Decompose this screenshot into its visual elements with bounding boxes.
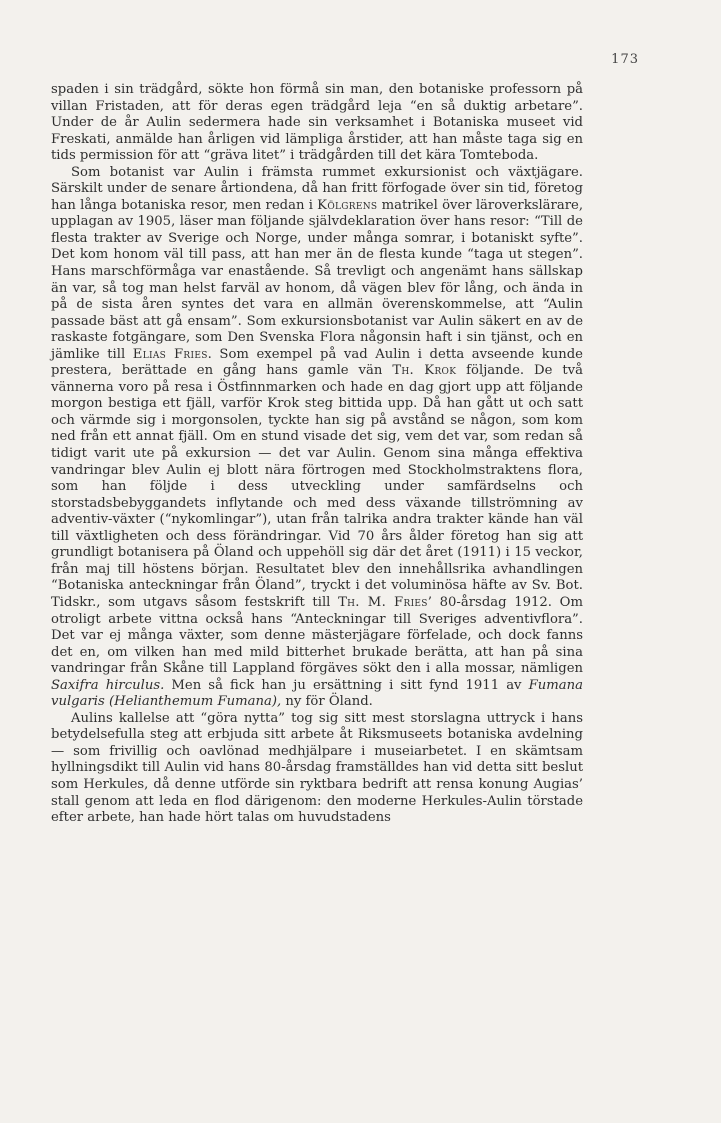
- page-number: 173: [611, 52, 639, 67]
- name-small-caps: Elias Fries: [132, 346, 208, 362]
- latin-name-italic: Saxifra hirculus.: [51, 677, 165, 693]
- text-run: ’ 80-årsdag 1912. Om otroligt arbete vittna också hans “Anteckningar till Sveriges adventivflora”. Det var ej många växter, som denne mästerjägare förfelade, och dock fanns det en, om vilken han med mild bitterhet brukade berätta, att han på sina vandringar från Skåne till Lappland förgäves sökt den i alla mossar, nämligen: [51, 594, 583, 677]
- paragraph-3: [51, 711, 583, 827]
- text-run: ny för Öland.: [281, 694, 373, 710]
- paragraph-1: [51, 82, 583, 165]
- paragraph-2: [51, 165, 583, 711]
- name-small-caps: Kölgrens: [317, 197, 378, 213]
- body-text: [51, 82, 583, 827]
- text-run: Aulins kallelse att “göra nytta” tog sig sitt mest storslagna uttryck i hans betydelsefulla steg att erbjuda sitt arbete åt Riksmuseets botaniska avdelning — som frivillig och oavlönad medhjälpare i museiarbetet. I en skämtsam hyllningsdikt till Aulin vid hans 80-årsdag framställdes han vid detta sitt beslut som Herkules, då denne utförde sin ryktbara bedrift att rensa konung Augias’ stall genom att leda en flod därigenom: den moderne Herkules-Aulin törstade efter arbete, han hade hört talas om huvudstadens: [51, 710, 583, 826]
- text-run: följande. De två vännerna voro på resa i Östfinnmarken och hade en dag gjort upp att följande morgon bestiga ett fjäll, varför Krok steg bittida upp. Då han gått ut och satt och värmde sig i morgonsolen, tyckte han sig på avstånd se någon, som kom ned från ett annat fjäll. Om en stund visade det sig, vem det var, som redan så tidigt varit ute på exkursion — det var Aulin. Genom sina många effektiva vandringar blev Aulin ej blott nära förtrogen med Stockholmstraktens flora, som han följde i dess utveckling under samfärdselns och storstadsbebyggandets inflytande och med dess växande tillströmning av adventiv-växter (“nykomlingar”), utan från talrika andra trakter kände han väl till växtligheten och dess förändringar. Vid 70 års ålder företog han sig att grundligt botanisera på Öland och uppehöll sig där det året (1911) i 15 veckor, från maj till höstens början. Resultatet blev den innehållsrika avhandlingen “Botaniska anteckningar från Öland”, tryckt i det voluminösa häfte av Sv. Bot. Tidskr., som utgavs såsom festskrift till: [51, 363, 583, 610]
- text-run: matrikel över läroverkslärare, upplagan av 1905, läser man följande självdeklaration över hans resor: “Till de flesta trakter av Sverige och Norge, under många somrar, i botaniskt syfte”. Det kom honom väl till pass, att han mer än de flesta kunde “taga ut stegen”. Hans marschförmåga var enastående. Så trevligt och angenämt hans sällskap än var, så tog man helst farväl av honom, då vägen blev för lång, och ända in på de sista åren syntes det vara en allmän överenskommelse, att “Aulin passade bäst att gå ensam”. Som exkursionsbotanist var Aulin säkert en av de raskaste fotgängare, som Den Svenska Flora någonsin haft i sin tjänst, och en jämlike till: [51, 197, 584, 362]
- text-run: Men så fick han ju ersättning i sitt fynd 1911 av: [164, 677, 529, 693]
- text-run: spaden i sin trädgård, sökte hon förmå sin man, den botaniske professorn på villan Fristaden, att för deras egen trädgård leja “en så duktig arbetare”. Under de år Aulin sedermera hade sin verksamhet i Botaniska museet vid Freskati, anmälde han årligen vid lämpliga årstider, att han måste taga sig en tids permission för att “gräva litet” i trädgården till det kära Tomteboda.: [51, 82, 583, 164]
- name-small-caps: Th. M. Fries: [338, 594, 428, 610]
- latin-name-italic: Fumana vulgaris (Helianthemum Fumana),: [51, 677, 583, 710]
- text-run: Som botanist var Aulin i främsta rummet exkursionist och växtjägare. Särskilt under de senare årtiondena, då han fritt förfogade över sin tid, företog han långa botaniska resor, men redan i: [51, 164, 583, 213]
- text-run: . Som exempel på vad Aulin i detta avseende kunde prestera, berättade en gång hans gamle vän: [51, 346, 583, 379]
- name-small-caps: Th. Krok: [392, 363, 457, 379]
